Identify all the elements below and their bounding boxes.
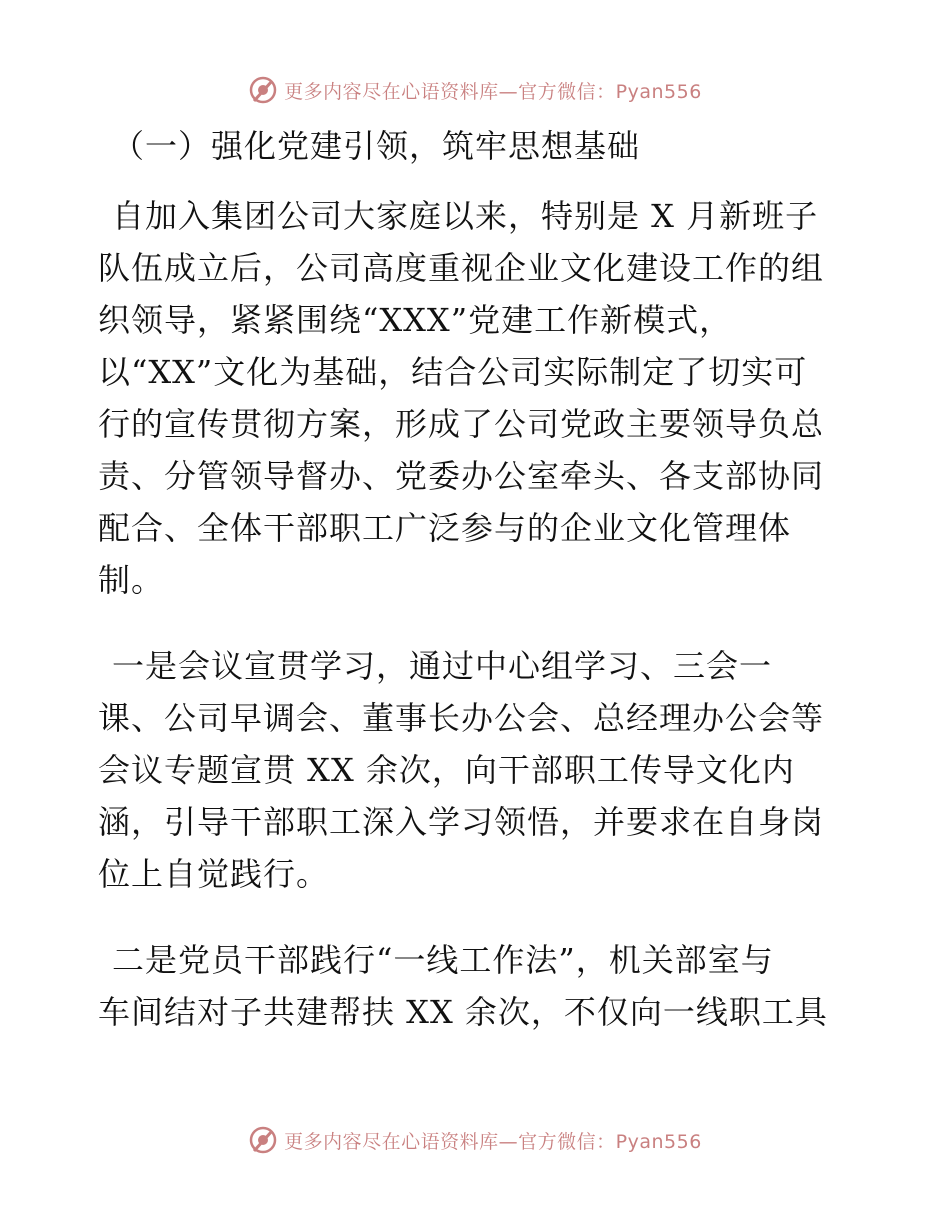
paragraph-line: 队伍成立后，公司高度重视企业文化建设工作的组 <box>98 249 825 287</box>
paragraph-line: 自加入集团公司大家庭以来，特别是 X 月新班子 <box>112 197 819 235</box>
watermark-footer <box>0 1120 950 1160</box>
watermark-header <box>0 70 950 110</box>
paragraph-line: 配合、全体干部职工广泛参与的企业文化管理体 <box>98 509 792 547</box>
paragraph-line: 二是党员干部践行“一线工作法”，机关部室与 <box>112 941 774 979</box>
section-heading: （一）强化党建引领，筑牢思想基础 <box>112 127 641 165</box>
paragraph-line: 责、分管领导督办、党委办公室牵头、各支部协同 <box>98 457 825 495</box>
paragraph-line: 车间结对子共建帮扶 XX 余次，不仅向一线职工具 <box>98 993 828 1031</box>
paragraph-line: 课、公司早调会、董事长办公会、总经理办公会等 <box>98 699 825 737</box>
pen-logo-icon <box>248 75 278 105</box>
paragraph-line: 行的宣传贯彻方案，形成了公司党政主要领导负总 <box>98 405 825 443</box>
paragraph-line: 制。 <box>98 561 165 599</box>
watermark-text: 更多内容尽在心语资料库—官方微信：Pyan556 <box>284 80 702 103</box>
paragraph-line: 以“XX”文化为基础，结合公司实际制定了切实可 <box>98 353 808 391</box>
paragraph-line: 会议专题宣贯 XX 余次，向干部职工传导文化内 <box>98 751 795 789</box>
paragraph-line: 一是会议宣贯学习，通过中心组学习、三会一 <box>112 647 773 685</box>
paragraph-1 <box>98 190 858 606</box>
paragraph-line: 位上自觉践行。 <box>98 855 330 893</box>
pen-logo-icon <box>248 1125 278 1155</box>
paragraph-line: 织领导，紧紧围绕“XXX”党建工作新模式， <box>98 301 733 339</box>
paragraph-2 <box>98 640 858 900</box>
document-body <box>98 122 858 1038</box>
watermark-text: 更多内容尽在心语资料库—官方微信：Pyan556 <box>284 1130 702 1153</box>
paragraph-3 <box>98 934 858 1038</box>
paragraph-line: 涵，引导干部职工深入学习领悟，并要求在自身岗 <box>98 803 825 841</box>
